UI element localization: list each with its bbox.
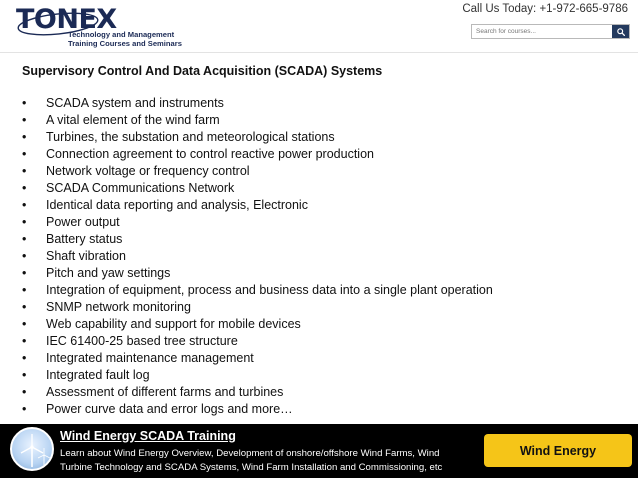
list-item	[22, 367, 493, 384]
list-item-text: Integration of equipment, process and business data into a single plant operation	[46, 283, 493, 297]
list-item-text: Network voltage or frequency control	[46, 164, 250, 178]
promo-description	[60, 447, 465, 475]
list-item	[22, 316, 493, 333]
bullet-dot: •	[22, 147, 27, 161]
search-icon	[617, 28, 625, 36]
page-title: Supervisory Control And Data Acquisition (SCADA) Systems	[22, 64, 383, 78]
list-item	[22, 282, 493, 299]
list-item	[22, 180, 493, 197]
list-item	[22, 248, 493, 265]
bullet-dot: •	[22, 181, 27, 195]
search-box	[471, 24, 630, 39]
bullet-dot: •	[22, 164, 27, 178]
wind-turbine-icon	[12, 429, 52, 469]
promo-description-line: Learn about Wind Energy Overview, Development of onshore/offshore Wind Farms, Wind	[60, 448, 440, 459]
list-item	[22, 112, 493, 129]
list-item	[22, 129, 493, 146]
list-item	[22, 95, 493, 112]
bullet-dot: •	[22, 215, 27, 229]
list-item	[22, 146, 493, 163]
promo-title-link[interactable]: Wind Energy SCADA Training	[60, 429, 236, 443]
search-input[interactable]	[472, 25, 614, 38]
promo-description-line: Turbine Technology and SCADA Systems, Wind Farm Installation and Commissioning, etc	[60, 462, 443, 473]
bullet-dot: •	[22, 249, 27, 263]
bullet-dot: •	[22, 283, 27, 297]
topic-list	[22, 95, 493, 418]
list-item-text: Integrated fault log	[46, 368, 150, 382]
call-us-text: Call Us Today: +1-972-665-9786	[462, 3, 628, 15]
list-item	[22, 197, 493, 214]
logo-wordmark: TONEX	[16, 4, 117, 35]
logo-tagline-line: Training Courses and Seminars	[68, 39, 182, 48]
list-item	[22, 163, 493, 180]
list-item	[22, 231, 493, 248]
list-item-text: A vital element of the wind farm	[46, 113, 220, 127]
list-item-text: Integrated maintenance management	[46, 351, 254, 365]
list-item-text: IEC 61400-25 based tree structure	[46, 334, 238, 348]
footer-banner	[0, 424, 638, 478]
tonex-logo[interactable]	[16, 4, 186, 50]
bullet-dot: •	[22, 402, 27, 416]
logo-tagline	[68, 30, 182, 48]
bullet-dot: •	[22, 368, 27, 382]
list-item	[22, 401, 493, 418]
wind-turbine-thumbnail[interactable]	[10, 427, 54, 471]
list-item-text: SCADA system and instruments	[46, 96, 224, 110]
list-item-text: Shaft vibration	[46, 249, 126, 263]
bullet-dot: •	[22, 300, 27, 314]
list-item-text: Web capability and support for mobile devices	[46, 317, 301, 331]
list-item	[22, 299, 493, 316]
header-divider	[0, 52, 638, 53]
list-item-text: SCADA Communications Network	[46, 181, 235, 195]
list-item-text: Power curve data and error logs and more…	[46, 402, 293, 416]
bullet-dot: •	[22, 130, 27, 144]
list-item	[22, 384, 493, 401]
bullet-dot: •	[22, 232, 27, 246]
bullet-dot: •	[22, 113, 27, 127]
list-item-text: Assessment of different farms and turbines	[46, 385, 284, 399]
list-item-text: Connection agreement to control reactive power production	[46, 147, 374, 161]
wind-energy-button[interactable]: Wind Energy	[484, 434, 632, 467]
list-item	[22, 265, 493, 282]
header	[0, 0, 638, 52]
list-item-text: SNMP network monitoring	[46, 300, 191, 314]
bullet-dot: •	[22, 96, 27, 110]
bullet-dot: •	[22, 266, 27, 280]
bullet-dot: •	[22, 334, 27, 348]
list-item-text: Identical data reporting and analysis, Electronic	[46, 198, 308, 212]
bullet-dot: •	[22, 317, 27, 331]
bullet-dot: •	[22, 351, 27, 365]
bullet-dot: •	[22, 198, 27, 212]
list-item	[22, 214, 493, 231]
search-button[interactable]	[612, 25, 629, 38]
list-item-text: Pitch and yaw settings	[46, 266, 171, 280]
logo-tagline-line: Technology and Management	[68, 30, 175, 39]
list-item	[22, 350, 493, 367]
list-item	[22, 333, 493, 350]
list-item-text: Battery status	[46, 232, 123, 246]
list-item-text: Turbines, the substation and meteorological stations	[46, 130, 335, 144]
list-item-text: Power output	[46, 215, 120, 229]
bullet-dot: •	[22, 385, 27, 399]
